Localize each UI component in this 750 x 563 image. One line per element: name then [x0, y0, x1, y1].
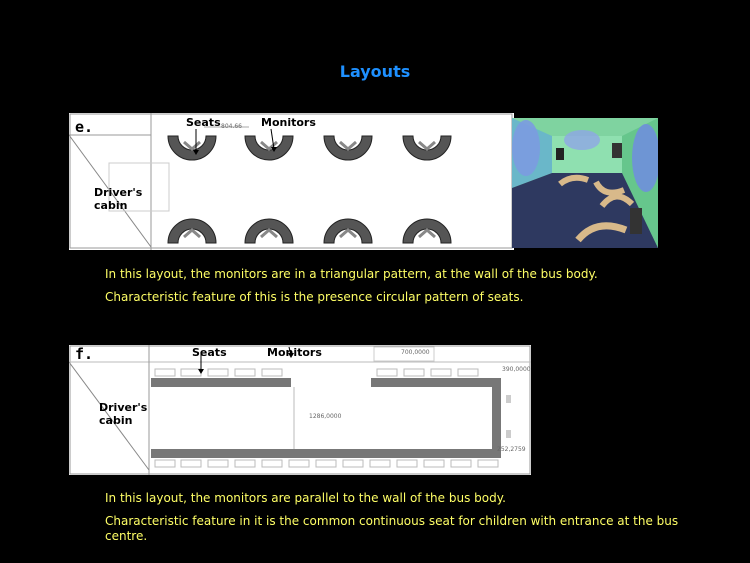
layout-f-caption-1: In this layout, the monitors are parallel to the wall of the bus body. — [105, 491, 506, 505]
dimension-center-label: 1286,0000 — [309, 413, 342, 420]
drivers-cabin-line1: Driver's — [99, 401, 148, 414]
layout-e-diagram — [69, 113, 514, 250]
slide-title: Layouts — [339, 62, 411, 81]
seat-block — [397, 460, 417, 467]
seat-block — [343, 460, 363, 467]
interior-render-image — [512, 118, 658, 248]
seat-block — [262, 460, 282, 467]
seat-block — [208, 460, 228, 467]
seat-block — [181, 460, 201, 467]
monitors-label: Monitors — [261, 116, 316, 129]
seat-block — [289, 460, 309, 467]
seat-block — [370, 460, 390, 467]
drivers-cabin-line2: cabin — [94, 199, 128, 212]
seat-block — [155, 369, 175, 376]
dimension-top-label: 700,0000 — [401, 349, 430, 356]
seat-block — [208, 369, 228, 376]
layout-f-caption-2: Characteristic feature in it is the common continuous seat for children with entrance at the bus centre. — [105, 514, 679, 543]
seat-block — [235, 460, 255, 467]
seat-block — [424, 460, 444, 467]
layout-e-caption-1: In this layout, the monitors are in a triangular pattern, at the wall of the bus body. — [105, 267, 598, 281]
seat-block — [431, 369, 451, 376]
seat-block — [155, 460, 175, 467]
dimension-right-top-label: 390,0000 — [502, 366, 531, 373]
layout-e-letter: e. — [75, 118, 94, 136]
layout-e-drawing — [69, 113, 514, 250]
seat-block — [316, 460, 336, 467]
seats-label: Seats — [192, 346, 227, 359]
interior-render-drawing — [512, 118, 658, 248]
seat-block — [262, 369, 282, 376]
seat-block — [235, 369, 255, 376]
seat-block — [404, 369, 424, 376]
drivers-cabin-line2: cabin — [99, 414, 133, 427]
monitors-label: Monitors — [267, 346, 322, 359]
seat-block — [458, 369, 478, 376]
layout-f-letter: f. — [75, 345, 94, 363]
dimension-right-bottom-label: 252,2759 — [497, 446, 526, 453]
layout-e-caption-2: Characteristic feature of this is the presence circular pattern of seats. — [105, 290, 524, 304]
seat-block — [377, 369, 397, 376]
seat-block — [478, 460, 498, 467]
dimension-label: 804.66 — [221, 123, 242, 130]
layout-f-diagram — [69, 345, 531, 475]
seat-block — [181, 369, 201, 376]
seats-label: Seats — [186, 116, 221, 129]
seat-block — [451, 460, 471, 467]
drivers-cabin-line1: Driver's — [94, 186, 143, 199]
